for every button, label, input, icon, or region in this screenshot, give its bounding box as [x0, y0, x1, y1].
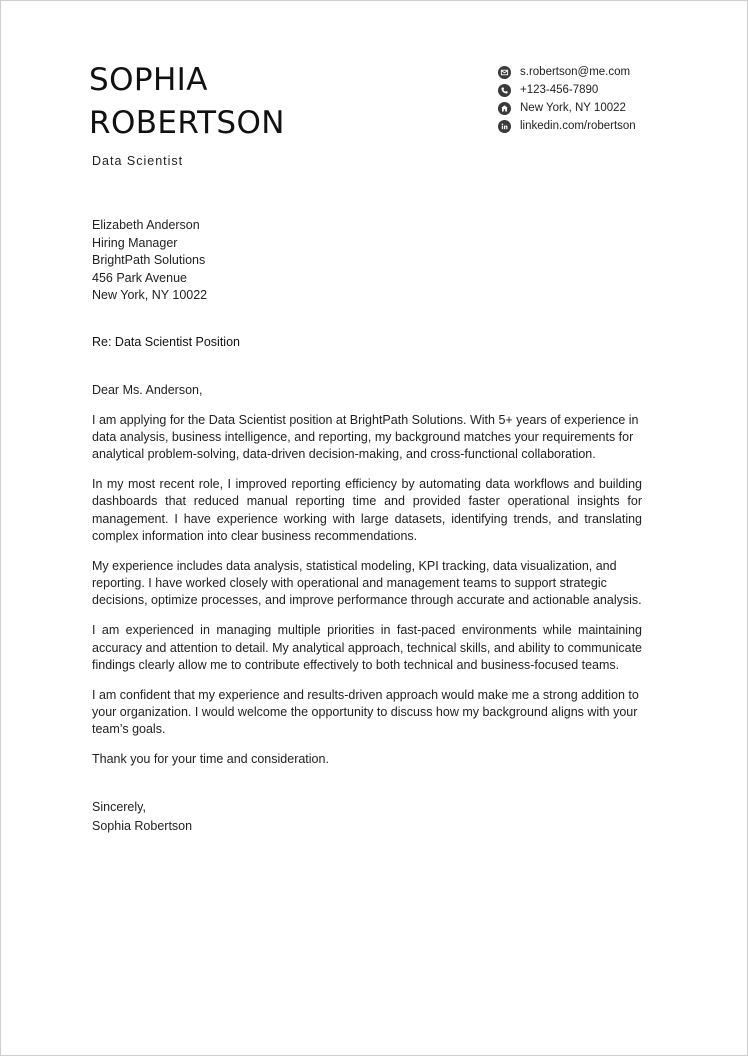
- recipient-company: BrightPath Solutions: [92, 253, 206, 267]
- location-icon: [498, 102, 511, 115]
- recipient-address-block: [92, 217, 207, 305]
- linkedin-icon: [498, 120, 511, 133]
- recipient-street: 456 Park Avenue: [92, 270, 187, 285]
- recipient-name: Elizabeth Anderson: [92, 218, 200, 232]
- valediction: Sincerely,: [92, 800, 146, 814]
- signature-name: Sophia Robertson: [92, 819, 193, 833]
- name-line-first: SOPHIA: [89, 62, 208, 98]
- contact-location-text: New York, NY 10022: [520, 102, 626, 114]
- applicant-name: [89, 59, 285, 145]
- contact-phone: [498, 81, 718, 99]
- name-line-last: ROBERTSON: [89, 105, 285, 141]
- phone-icon: [498, 84, 511, 97]
- contact-list: [498, 63, 718, 135]
- body-paragraph-6: Thank you for your time and consideration.: [92, 752, 329, 767]
- subject-line: Re: Data Scientist Position: [92, 335, 240, 349]
- contact-email: [498, 63, 718, 81]
- contact-linkedin-text[interactable]: linkedin.com/robertson: [520, 120, 636, 132]
- recipient-title: Hiring Manager: [92, 235, 178, 250]
- body-paragraph-2: In my most recent role, I improved reporting efficiency by automating data workflows and building dashboards that reduced manual reporting time and provided faster operational insights for management. I have experience working with large datasets, identifying trends, and translating complex information into clear business recommendations.: [92, 477, 642, 544]
- email-icon: [498, 66, 511, 79]
- contact-email-text[interactable]: s.robertson@me.com: [520, 66, 631, 78]
- salutation: Dear Ms. Anderson,: [92, 383, 203, 397]
- letter-body: [92, 382, 642, 781]
- body-paragraph-3: My experience includes data analysis, statistical modeling, KPI tracking, data visualization, and reporting. I have worked closely with operational and management teams to support strategic decisions, optimize processes, and improve performance through accurate and actionable analysis.: [92, 558, 642, 608]
- body-paragraph-4: I am experienced in managing multiple priorities in fast-paced environments while maintaining accuracy and attention to detail. My analytical approach, technical skills, and ability to communicate findings clearly allow me to contribute effectively to both technical and business-focused teams.: [92, 623, 642, 672]
- contact-location: [498, 99, 718, 117]
- recipient-city: New York, NY 10022: [92, 288, 208, 302]
- job-title: Data Scientist: [92, 154, 184, 168]
- body-paragraph-5: I am confident that my experience and results-driven approach would make me a strong addition to your organization. I would welcome the opportunity to discuss how my background aligns with your team’s goals.: [92, 687, 639, 737]
- closing-block: [92, 798, 192, 836]
- body-paragraph-1: I am applying for the Data Scientist position at BrightPath Solutions. With 5+ years of experience in data analysis, business intelligence, and reporting, my background matches your requirements for analytical problem-solving, data-driven decision-making, and cross-functional collaboration.: [92, 412, 639, 462]
- contact-phone-text[interactable]: +123-456-7890: [520, 84, 599, 96]
- contact-linkedin: [498, 117, 718, 135]
